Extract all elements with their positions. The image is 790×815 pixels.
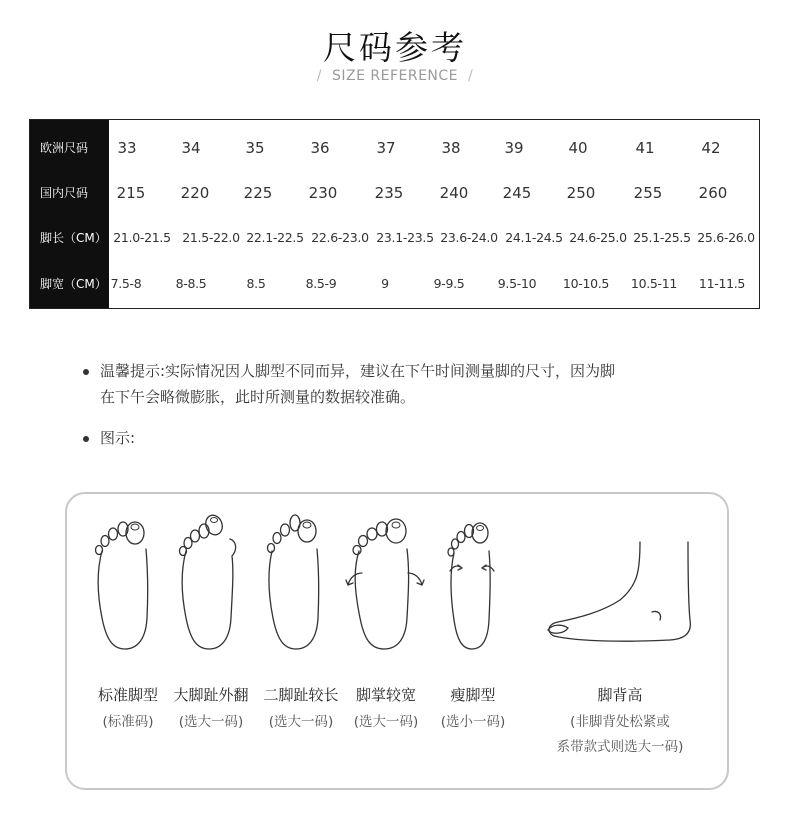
foot-type-name: 脚掌较宽 (355, 686, 416, 704)
subtitle-slash-left: / (316, 68, 322, 84)
table-cell: 22.6-23.0 (311, 230, 369, 245)
row-label: 欧洲尺码 (30, 124, 109, 171)
tip-line-2: 在下午会略微膨胀，此时所测量的数据较准确。 (100, 388, 416, 406)
table-cell: 23.6-24.0 (440, 230, 498, 245)
foot-type-name: 二脚趾较长 (263, 686, 339, 704)
table-cell: 255 (633, 183, 663, 202)
table-cell: 10.5-11 (630, 276, 678, 291)
table-cell: 215 (116, 183, 146, 202)
foot-type-advice: 系带款式则选大一码) (556, 739, 684, 755)
foot-type-name: 脚背高 (597, 686, 643, 704)
table-row-foot-width (30, 260, 759, 307)
foot-type-name: 大脚趾外翻 (173, 686, 249, 704)
table-cell: 36 (310, 138, 330, 157)
table-cell: 39 (504, 138, 524, 157)
table-cell: 25.6-26.0 (697, 230, 755, 245)
wide-foot-icon (344, 513, 428, 653)
bullet-icon (83, 436, 89, 442)
table-cell: 21.0-21.5 (113, 230, 171, 245)
row-label: 国内尺码 (30, 169, 109, 216)
foot-type-advice: (标准码) (102, 714, 154, 730)
bunion-foot-icon (174, 511, 244, 653)
row-label: 脚宽（CM） (30, 260, 109, 307)
table-cell: 9-9.5 (433, 276, 465, 291)
table-cell: 24.6-25.0 (569, 230, 627, 245)
table-cell: 10-10.5 (562, 276, 610, 291)
foot-type-advice: (选大一码) (178, 714, 244, 730)
table-cell: 42 (701, 138, 721, 157)
table-row-cn-size (30, 169, 759, 216)
foot-type-advice: (选大一码) (353, 714, 419, 730)
foot-type-advice: (非脚背处松紧或 (570, 714, 670, 730)
table-cell: 25.1-25.5 (633, 230, 691, 245)
tip-line-1: 温馨提示:实际情况因人脚型不同而异，建议在下午时间测量脚的尺寸，因为脚 (100, 362, 616, 380)
diagram-label: 图示: (100, 429, 136, 447)
bullet-icon (83, 369, 89, 375)
table-cell: 245 (502, 183, 532, 202)
foot-type-name: 瘦脚型 (450, 686, 496, 704)
table-row-eu-size (30, 124, 759, 171)
table-cell: 235 (374, 183, 404, 202)
table-cell: 24.1-24.5 (505, 230, 563, 245)
standard-foot-icon (90, 513, 160, 653)
table-cell: 220 (180, 183, 210, 202)
thin-foot-icon (440, 513, 504, 653)
table-cell: 240 (439, 183, 469, 202)
table-cell: 38 (441, 138, 461, 157)
subtitle-slash-right: / (468, 68, 474, 84)
high-instep-foot-icon (540, 540, 700, 650)
table-cell: 9 (381, 276, 389, 291)
page-title: 尺码参考 (323, 28, 467, 67)
foot-type-name: 标准脚型 (97, 686, 158, 704)
table-cell: 35 (245, 138, 265, 157)
table-cell: 23.1-23.5 (376, 230, 434, 245)
table-cell: 40 (568, 138, 588, 157)
table-cell: 33 (117, 138, 137, 157)
table-cell: 21.5-22.0 (182, 230, 240, 245)
table-cell: 41 (635, 138, 655, 157)
foot-type-advice: (选大一码) (268, 714, 334, 730)
table-row-foot-length (30, 214, 759, 261)
table-cell: 8-8.5 (175, 276, 207, 291)
long-second-toe-foot-icon (262, 511, 332, 653)
table-cell: 8.5 (246, 276, 266, 291)
table-cell: 7.5-8 (110, 276, 142, 291)
table-cell: 260 (698, 183, 728, 202)
table-cell: 225 (243, 183, 273, 202)
foot-type-advice: (选小一码) (440, 714, 506, 730)
table-cell: 22.1-22.5 (246, 230, 304, 245)
table-cell: 37 (376, 138, 396, 157)
page-subtitle (0, 68, 790, 84)
table-cell: 8.5-9 (305, 276, 337, 291)
table-cell: 230 (308, 183, 338, 202)
row-label: 脚长（CM） (30, 214, 109, 261)
size-table (29, 119, 760, 309)
table-cell: 250 (566, 183, 596, 202)
subtitle-text: SIZE REFERENCE (331, 68, 459, 84)
table-cell: 34 (181, 138, 201, 157)
table-cell: 9.5-10 (497, 276, 537, 291)
table-cell: 11-11.5 (698, 276, 746, 291)
